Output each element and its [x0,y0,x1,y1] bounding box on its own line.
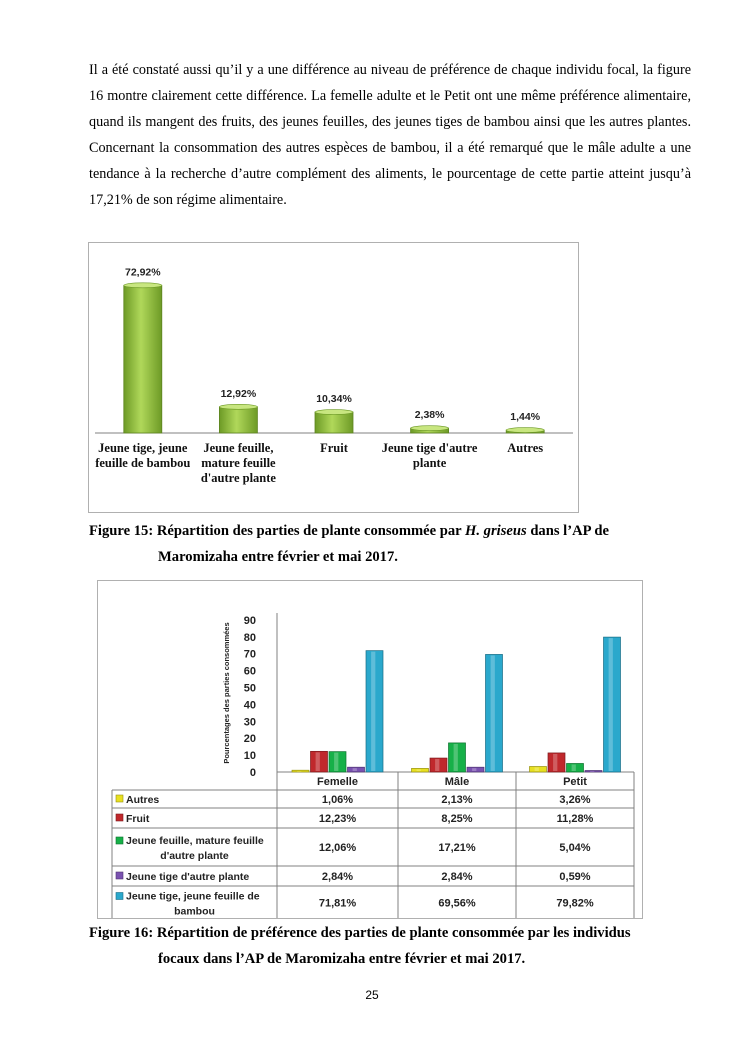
data-label-4: 2,38% [414,409,445,422]
table-cell-1-2: 2,13% [441,794,473,806]
table-cell-3-2: 17,21% [438,842,476,854]
y-tick-label-50: 50 [243,682,256,695]
table-cell-5-1: 71,81% [318,897,357,910]
figure-15-chart [88,242,579,513]
legend-swatch-3 [116,837,123,844]
legend-label-1-line-1: Autres [126,794,160,806]
table-header-mâle: Mâle [444,776,470,788]
bar-highlight-petit-1 [535,767,539,771]
figure-16-caption-line1: Figure 16: Répartition de préférence des parties de plante consommée par les individus [89,925,631,941]
table-cell-2-2: 8,25% [441,813,473,825]
y-tick-label-10: 10 [243,750,256,763]
category-label-4-line-2: plante [412,456,447,470]
y-tick-label-60: 60 [243,665,256,678]
figure-15-svg [89,243,578,512]
figure-15-caption-prefix: Figure 15: Répartition des parties de plante consommée par [89,523,466,539]
category-label-1-line-1: Jeune tige, jeune [98,441,188,455]
bar-top-1 [124,283,162,288]
legend-swatch-4 [116,872,123,879]
y-tick-label-90: 90 [243,614,256,627]
table-cell-2-1: 12,23% [318,813,357,825]
legend-label-3-line-1: Jeune feuille, mature feuille [126,835,264,847]
bar-highlight-petit-2 [553,754,557,771]
bar-3 [315,412,353,433]
bar-highlight-mâle-5 [491,655,495,771]
table-cell-1-1: 1,06% [321,794,354,806]
figure-15-caption-line2: Maromizaha entre février et mai 2017. [158,549,398,565]
bar-top-3 [315,410,353,415]
y-tick-label-20: 20 [243,733,256,746]
legend-swatch-5 [116,893,123,900]
bar-highlight-mâle-4 [472,768,476,771]
category-label-5-line-1: Autres [507,441,544,455]
legend-label-5-line-2: bambou [174,905,215,918]
y-tick-label-80: 80 [243,631,256,644]
y-tick-label-0: 0 [249,767,256,779]
bar-femelle-1 [292,770,309,772]
bar-highlight-femelle-5 [371,652,375,771]
category-label-2-line-3: d'autre plante [200,471,276,485]
figure-16-caption [89,920,709,972]
bar-2 [219,407,257,433]
y-tick-label-70: 70 [243,648,256,661]
table-header-femelle: Femelle [317,776,358,788]
table-cell-2-3: 11,28% [556,813,594,825]
bar-highlight-petit-4 [590,772,594,773]
bar-highlight-femelle-3 [334,753,338,771]
bar-highlight-mâle-2 [435,759,439,771]
category-label-3-line-1: Fruit [320,441,348,455]
table-cell-4-1: 2,84% [321,871,354,883]
bar-highlight-mâle-3 [454,744,458,771]
bar-highlight-mâle-1 [417,769,421,771]
figure-16-caption-line2: focaux dans l’AP de Maromizaha entre février et mai 2017. [158,951,526,967]
y-tick-label-30: 30 [243,716,256,729]
y-axis-title: Pourcentages des parties consommées [222,622,231,764]
category-label-1-line-2: feuille de bambou [95,456,191,470]
legend-label-2-line-1: Fruit [126,813,150,825]
table-cell-3-3: 5,04% [559,842,591,854]
figure-15-caption-suffix: dans l’AP de [526,523,609,539]
category-label-2-line-2: mature feuille [201,456,276,470]
legend-label-4-line-1: Jeune tige d'autre plante [126,871,250,883]
body-paragraph: Il a été constaté aussi qu’il y a une différence au niveau de préférence de chaque individu focal, la figure 16 montre clairement cette différence. La femelle adulte et le Petit ont une même préférence alimentaire, quand ils mangent des fruits, des jeunes feuilles, des jeunes tiges de bambou ainsi que les autres plantes. Concernant la consommation des autres espèces de bambou, il a été remarqué que le mâle adulte a une tendance à la recherche d’autre complément des aliments, le pourcentage de cette partie atteint jusqu’à 17,21% de son régime alimentaire. [89,62,691,208]
data-label-3: 10,34% [316,393,352,406]
legend-swatch-2 [116,814,123,821]
table-cell-3-1: 12,06% [318,842,357,854]
figure-16-svg [98,581,642,918]
category-label-2-line-1: Jeune feuille, [203,441,274,455]
table-cell-4-2: 2,84% [441,871,473,883]
bar-highlight-femelle-4 [353,768,357,771]
bar-highlight-femelle-1 [297,771,301,772]
bar-highlight-petit-3 [572,764,576,771]
category-label-4-line-1: Jeune tige d'autre [381,441,478,455]
legend-swatch-1 [116,795,123,802]
table-cell-5-2: 69,56% [438,897,476,910]
legend-label-5-line-1: Jeune tige, jeune feuille de [126,890,260,903]
table-cell-5-3: 79,82% [556,897,594,910]
bar-1 [124,285,162,433]
table-header-petit: Petit [563,776,587,788]
bar-highlight-petit-5 [609,638,613,771]
figure-16-chart [97,580,643,919]
table-cell-4-3: 0,59% [559,871,591,883]
y-tick-label-40: 40 [243,699,256,712]
figure-15-caption-species: H. griseus [465,523,527,539]
data-label-2: 12,92% [220,387,257,400]
bar-highlight-femelle-2 [316,752,320,771]
page-number: 25 [365,988,379,1002]
data-label-1: 72,92% [124,266,161,279]
table-cell-1-3: 3,26% [559,794,591,806]
bar-top-5 [506,428,544,433]
data-label-5: 1,44% [510,411,541,424]
legend-label-3-line-2: d'autre plante [160,850,229,862]
figure-15-caption [89,518,709,570]
bar-top-2 [219,404,257,409]
bar-top-4 [411,426,449,431]
